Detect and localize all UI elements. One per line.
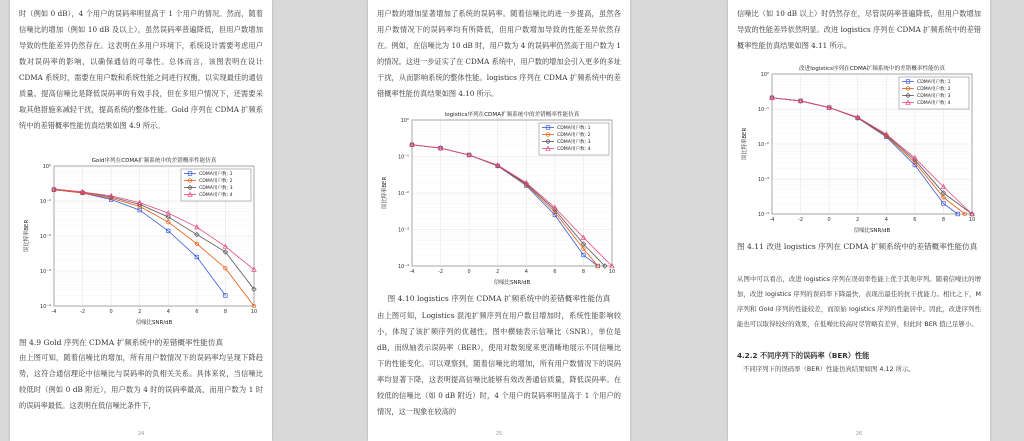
x-tick-label: 10 (608, 269, 616, 275)
y-tick-label: 10⁻⁴ (39, 304, 51, 310)
document-page-25 (368, 0, 630, 441)
x-tick-label: 0 (109, 309, 113, 315)
y-axis-label: 误比特率BER (24, 219, 30, 253)
x-tick-label: 2 (856, 217, 860, 223)
x-tick-label: 8 (223, 309, 228, 315)
x-tick-label: 6 (553, 269, 557, 275)
paragraph: 从图中可以看出，改进 logistics 序列在误码率性能上优于其他序列。随着信噪比的增加，改进 logistics 序列的误码率下降最快，表现出最佳的抗干扰能力。相比之下，M 序列和 Gold 序列的性能较差，而原始 logistics 序列的性能居中。因此，改进序列性能也可以取得较好的效果，在低噪比较高时尽管略有差异，但此时 BER 值已足够小。 (737, 275, 981, 328)
x-axis-label: 信噪比SNR/dB (853, 228, 891, 234)
y-tick-label: 10⁻⁴ (757, 212, 769, 218)
y-tick-label: 10⁻¹ (757, 107, 769, 113)
x-tick-label: 4 (166, 309, 170, 315)
y-tick-label: 10⁻² (757, 142, 769, 148)
x-tick-label: 10 (968, 217, 976, 223)
x-tick-label: -4 (51, 309, 57, 315)
y-tick-label: 10⁰ (42, 164, 51, 170)
figure-caption: 图 4.11 改进 logistics 序列在 CDMA 扩频系统中的差错概率性能仿真 (737, 242, 978, 251)
document-page-24 (10, 0, 272, 441)
paragraph: 由上图可知，Logistics 混沌扩频序列在用户数目增加时，系统性能影响较小，体现了该扩频序列的优越性。图中横轴表示信噪比（SNR），单位是 dB，而纵轴表示误码率（BER），使用对数刻度来更清晰地展示不同信噪比下的性能变化。可以观察到，随着信噪比的增加，所有用户数情况下的误码率均显著下降，这表明提高信噪比能够有效改善通信质量，降低误码率。在较低的信噪比（如 0 dB 附近）时，4 个用户的误码率明显高于 1 个用户的情况，这一现象在较高的 (377, 311, 621, 416)
x-tick-label: 2 (496, 269, 500, 275)
paragraph: 由上图可知，随着信噪比的增加，所有用户数情况下的误码率均呈现下降趋势，这符合通信理论中信噪比与误码率的负相关关系。具体来说，当信噪比较低时（例如 0 dB 附近），用户数为 4 时的误码率最高，而用户数为 1 时的误码率最低。这表明在低信噪比条件下， (19, 353, 263, 410)
paragraph: 不同序列下的误码率（BER）性能仿真结果如图 4.12 所示。 (743, 365, 915, 373)
chart-improved-logistics-sequence-ber (734, 58, 984, 238)
x-tick-label: -2 (80, 309, 86, 315)
x-tick-label: -2 (798, 217, 804, 223)
chart-title: logistics序列在CDMA扩频系统中的差错概率性能仿真 (444, 112, 580, 118)
x-tick-label: 10 (250, 309, 258, 315)
legend-label: CDMA用户数: 1 (557, 126, 591, 131)
y-tick-label: 10⁻² (397, 191, 409, 197)
x-tick-label: 4 (524, 269, 528, 275)
chart-title: Gold序列在CDMA扩频系统中的差错概率性能仿真 (91, 158, 217, 164)
x-tick-label: -4 (409, 269, 415, 275)
figure-caption: 图 4.9 Gold 序列在 CDMA 扩频系统中的差错概率性能仿真 (19, 338, 223, 347)
legend-label: CDMA用户数: 3 (917, 94, 951, 99)
paragraph: 时（例如 0 dB），4 个用户的误码率明显高于 1 个用户的情况。然而，随着信噪比的增加（例如 10 dB 及以上），虽然误码率普遍降低，但用户数增加导致的性能差异仍然存在。这表明在多用户环境下，系统设计需要考虑用户数对误码率的影响，以确保通信的可靠性。总体而言，该图表明在设计 CDMA 系统时，需要在用户数和系统性能之间进行权衡，以实现最佳的通信质量。提高信噪比是降低误码率的有效手段，但在多用户情况下，还需要采取其他措施来减轻干扰，提高系统的整体性能。Gold 序列在 CDMA 扩频系统中的差错概率性能仿真结果如图 4.9 所示。 (19, 9, 263, 130)
paragraph: 用户数的增加显著增加了系统的误码率。随着信噪比的进一步提高，虽然各用户数情况下的误码率均有所降低，但用户数增加导致的性能差异依然存在。例如，在信噪比为 10 dB 时，用户数为 4 的误码率仍然高于用户数为 1 的情况。这进一步证实了在 CDMA 系统中，用户数的增加会引入更多的多址干扰，从而影响系统的整体性能。logistics 序列在 CDMA 扩频系统中的差错概率性能仿真结果如图 4.10 所示。 (377, 9, 622, 98)
legend-label: CDMA用户数: 1 (199, 172, 233, 177)
y-tick-label: 10⁻² (39, 234, 51, 240)
y-tick-label: 10⁻³ (397, 227, 409, 234)
legend-label: CDMA用户数: 2 (199, 179, 233, 184)
x-tick-label: 6 (195, 309, 199, 315)
legend-label: CDMA用户数: 4 (199, 193, 233, 198)
x-tick-label: 2 (138, 309, 142, 315)
y-tick-label: 10⁻³ (39, 269, 51, 275)
legend-label: CDMA用户数: 1 (917, 80, 951, 85)
y-tick-label: 10⁻⁴ (397, 264, 409, 270)
y-axis-label: 误比特率BER (382, 176, 388, 210)
y-tick-label: 10⁰ (760, 72, 769, 78)
x-tick-label: 0 (827, 217, 831, 223)
chart-gold-sequence-ber (16, 150, 266, 330)
x-tick-label: 4 (884, 217, 888, 223)
x-tick-label: -2 (438, 269, 444, 275)
chart-logistics-sequence-ber (374, 104, 624, 290)
y-axis-label: 误比特率BER (742, 127, 748, 161)
page-number: 26 (855, 431, 863, 437)
y-tick-label: 10⁻¹ (39, 199, 51, 205)
legend-label: CDMA用户数: 2 (917, 87, 951, 92)
legend-label: CDMA用户数: 3 (557, 140, 591, 145)
x-tick-label: 6 (913, 217, 917, 223)
y-tick-label: 10⁰ (400, 118, 409, 124)
y-tick-label: 10⁻¹ (397, 154, 409, 161)
document-page-26 (728, 0, 990, 441)
legend-label: CDMA用户数: 4 (557, 147, 591, 152)
page-number: 24 (137, 431, 145, 437)
x-tick-label: 8 (941, 217, 946, 223)
legend-label: CDMA用户数: 4 (917, 101, 951, 106)
x-tick-label: -4 (769, 217, 775, 223)
y-tick-label: 10⁻³ (757, 177, 769, 183)
x-axis-label: 信噪比SNR/dB (493, 280, 531, 286)
x-tick-label: 8 (581, 269, 586, 275)
legend-label: CDMA用户数: 3 (199, 186, 233, 191)
x-tick-label: 0 (467, 269, 471, 275)
x-axis-label: 信噪比SNR/dB (135, 320, 173, 326)
page-number: 25 (495, 431, 503, 437)
section-heading: 4.2.2 不同序列下的误码率（BER）性能 (737, 351, 870, 360)
figure-caption: 图 4.10 logistics 序列在 CDMA 扩频系统中的差错概率性能仿真 (387, 294, 611, 303)
chart-title: 改进logistics序列在CDMA扩频系统中的差错概率性能仿真 (799, 66, 945, 72)
legend-label: CDMA用户数: 2 (557, 133, 591, 138)
paragraph: 信噪比（如 10 dB 以上）时仍然存在，尽管误码率普遍降低，但用户数增加导致的性能差异依然明显。改进 logistics 序列在 CDMA 扩频系统中的差错概率性能仿真结果如图 4.11 所示。 (737, 9, 981, 50)
